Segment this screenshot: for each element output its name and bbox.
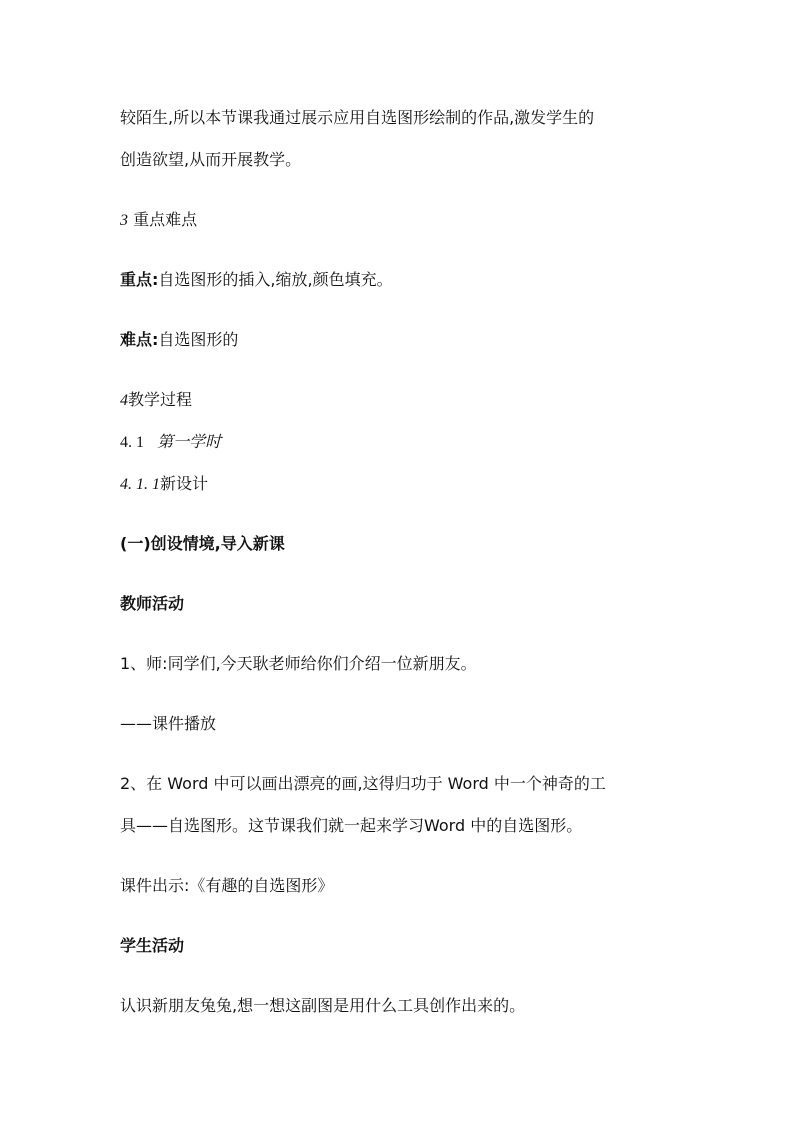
step-heading: (一)创设情境,导入新课 [120, 534, 285, 553]
teacher-activity-heading: 教师活动 [120, 594, 185, 613]
heading-section-4 [120, 390, 192, 411]
key-point-text: 自选图形的插入,缩放,颜色填充。 [158, 270, 393, 289]
paragraph-intro-line2: 创造欲望,从而开展教学。 [120, 150, 302, 169]
paragraph-intro-line1: 较陌生,所以本节课我通过展示应用自选图形绘制的作品,激发学生的 [120, 108, 595, 127]
section-number: 4. 1 [120, 434, 144, 451]
difficulty-text: 自选图形的 [158, 330, 239, 349]
student-item-1: 认识新朋友兔兔,想一想这副图是用什么工具创作出来的。 [120, 996, 526, 1015]
key-point-label: 重点: [120, 270, 159, 289]
key-point-line [120, 270, 393, 290]
section-title: 第一学时 [157, 432, 222, 451]
student-activity-heading: 学生活动 [120, 936, 185, 955]
section-number: 4 [120, 392, 128, 409]
heading-section-3 [120, 210, 197, 231]
teacher-item-3-line1: 2、在 Word 中可以画出漂亮的画,这得归功于 Word 中一个神奇的工 [120, 774, 606, 793]
teacher-item-2: ——课件播放 [120, 714, 217, 733]
section-number: 3 [120, 212, 128, 229]
difficulty-line [120, 330, 238, 350]
section-title: 重点难点 [133, 210, 198, 229]
teacher-item-1: 1、师:同学们,今天耿老师给你们介绍一位新朋友。 [120, 654, 477, 673]
section-title: 教学过程 [128, 390, 193, 409]
teacher-item-3-line2: 具——自选图形。这节课我们就一起来学习Word 中的自选图形。 [120, 816, 583, 835]
difficulty-label: 难点: [120, 330, 159, 349]
teacher-item-4: 课件出示:《有趣的自选图形》 [120, 876, 334, 895]
section-title: 新设计 [160, 474, 209, 493]
heading-section-4-1 [120, 432, 221, 453]
heading-section-4-1-1 [120, 474, 208, 495]
section-number: 4. 1. 1 [120, 476, 160, 493]
